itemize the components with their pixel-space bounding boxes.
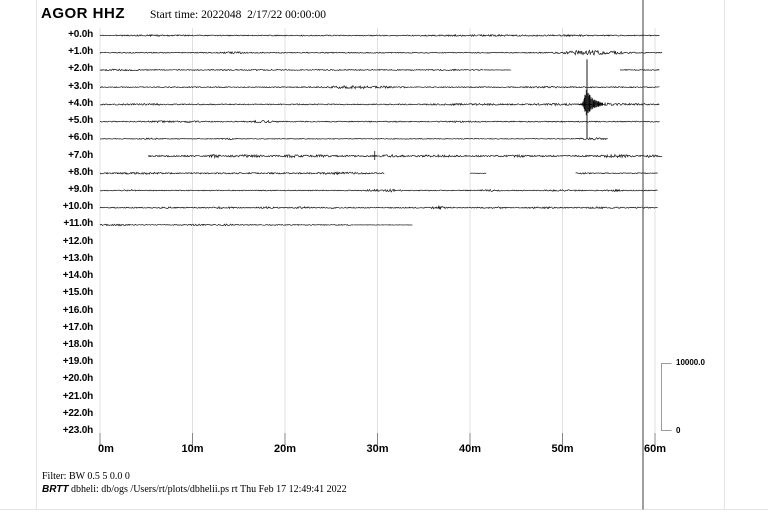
hour-label: +17.0h: [62, 321, 93, 333]
hour-label: +14.0h: [62, 270, 93, 282]
x-axis-label: 60m: [643, 443, 667, 455]
scale-bar-max-label: 10000.0: [676, 358, 705, 367]
filter-label: Filter: BW 0.5 5 0.0 0: [42, 471, 130, 482]
x-axis-label: 20m: [273, 443, 297, 455]
hour-label: +22.0h: [62, 407, 93, 419]
hour-label: +8.0h: [68, 166, 93, 178]
x-axis-label: 40m: [458, 443, 482, 455]
hour-label: +5.0h: [68, 115, 93, 127]
hour-label: +1.0h: [68, 46, 93, 58]
hour-label: +21.0h: [62, 390, 93, 402]
hour-label: +15.0h: [62, 287, 93, 299]
hour-label: +19.0h: [62, 356, 93, 368]
hour-label: +0.0h: [68, 29, 93, 40]
hour-label: +2.0h: [68, 63, 93, 75]
hour-label: +10.0h: [62, 201, 93, 213]
hour-label: +18.0h: [62, 338, 93, 350]
hour-label: +11.0h: [63, 218, 93, 230]
hour-label: +12.0h: [62, 235, 93, 247]
hour-label: +6.0h: [68, 132, 93, 144]
x-axis-label: 10m: [181, 443, 204, 455]
scale-bar-min-label: 0: [676, 426, 681, 435]
x-axis-label: 30m: [366, 443, 389, 455]
hour-label: +7.0h: [68, 149, 93, 161]
hour-label: +20.0h: [62, 373, 93, 385]
start-time-label: Start time: 2022048 2/17/22 00:00:00: [150, 9, 327, 21]
plot-info-label: dbheli: db/ogs /Users/rt/plots/dbhelii.ps rt Thu Feb 17 12:49:41 2022: [68, 484, 347, 495]
hour-label: +4.0h: [68, 97, 93, 109]
hour-label: +16.0h: [62, 304, 93, 316]
x-axis-label: 50m: [551, 443, 574, 455]
station-title: AGOR HHZ: [41, 5, 125, 22]
hour-label: +3.0h: [68, 80, 93, 92]
brand-label: BRTT: [42, 484, 69, 495]
hour-label: +13.0h: [62, 252, 93, 264]
credit-line: [42, 484, 347, 495]
x-axis-label: 0m: [98, 443, 114, 455]
hour-label: +9.0h: [68, 183, 93, 195]
hour-label: +23.0h: [62, 425, 93, 437]
